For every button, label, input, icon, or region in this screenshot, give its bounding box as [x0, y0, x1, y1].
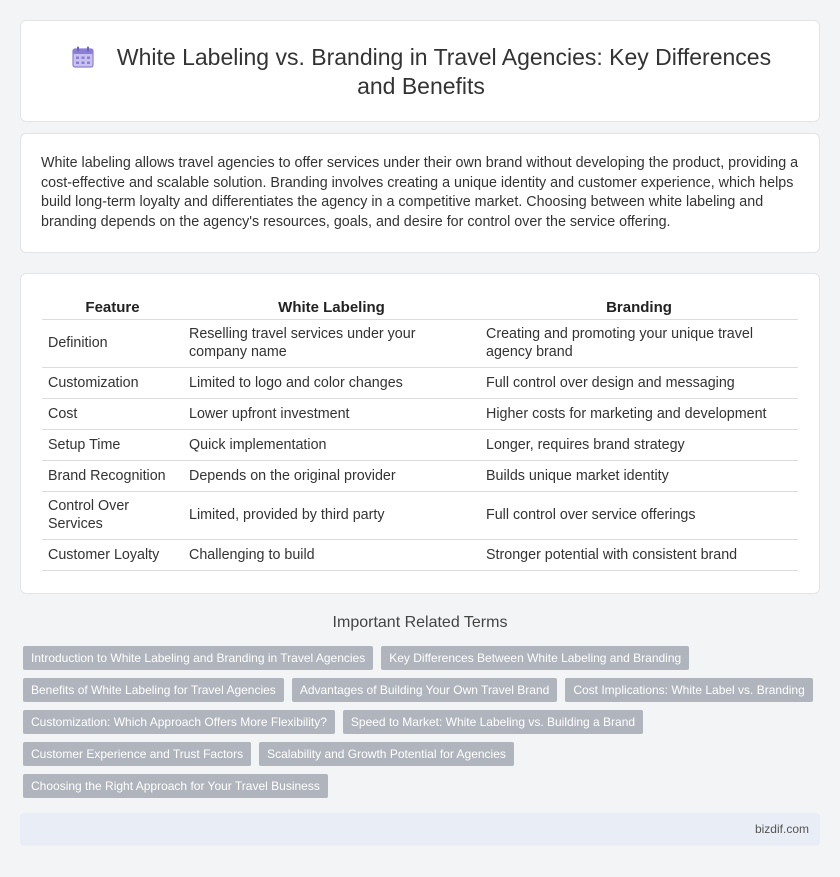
related-term-link[interactable]: Introduction to White Labeling and Branding in Travel Agencies	[23, 646, 373, 670]
related-term-link[interactable]: Advantages of Building Your Own Travel Brand	[292, 678, 558, 702]
table-cell: Higher costs for marketing and development	[480, 398, 798, 429]
related-term-link[interactable]: Cost Implications: White Label vs. Branding	[565, 678, 812, 702]
title-line-1: White Labeling vs. Branding in Travel Agencies: Key Differences	[116, 44, 772, 70]
table-cell: Brand Recognition	[42, 460, 183, 491]
table-cell: Customer Loyalty	[42, 539, 183, 570]
table-cell: Lower upfront investment	[183, 398, 480, 429]
table-row	[42, 539, 798, 570]
related-terms-list	[23, 646, 823, 806]
table-cell: Limited, provided by third party	[183, 491, 480, 539]
related-term-link[interactable]: Key Differences Between White Labeling and Branding	[381, 646, 689, 670]
table-cell: Reselling travel services under your company name	[183, 319, 480, 367]
table-cell: Cost	[42, 398, 183, 429]
related-term-link[interactable]: Customization: Which Approach Offers More Flexibility?	[23, 710, 335, 734]
table-cell: Full control over design and messaging	[480, 367, 798, 398]
table-cell: Setup Time	[42, 429, 183, 460]
related-term-link[interactable]: Customer Experience and Trust Factors	[23, 742, 251, 766]
table-cell: Creating and promoting your unique travel agency brand	[480, 319, 798, 367]
table-cell: Challenging to build	[183, 539, 480, 570]
related-term-link[interactable]: Choosing the Right Approach for Your Travel Business	[23, 774, 328, 798]
calendar-icon	[71, 46, 95, 68]
footer-site-link[interactable]: bizdif.com	[754, 822, 809, 836]
related-term-link[interactable]: Benefits of White Labeling for Travel Agencies	[23, 678, 284, 702]
comparison-table-card	[20, 273, 820, 594]
table-row	[42, 367, 798, 398]
header-white-labeling: White Labeling	[183, 297, 480, 319]
footer	[20, 813, 820, 846]
table-row	[42, 398, 798, 429]
comparison-table	[42, 297, 798, 571]
table-row	[42, 460, 798, 491]
summary-card	[20, 133, 820, 253]
table-cell: Quick implementation	[183, 429, 480, 460]
title-line-2: and Benefits	[357, 73, 485, 99]
table-row	[42, 491, 798, 539]
table-cell: Stronger potential with consistent brand	[480, 539, 798, 570]
header-feature: Feature	[42, 297, 183, 319]
table-row	[42, 429, 798, 460]
related-term-link[interactable]: Speed to Market: White Labeling vs. Building a Brand	[343, 710, 643, 734]
table-cell: Definition	[42, 319, 183, 367]
table-cell: Control Over Services	[42, 491, 183, 539]
table-cell: Longer, requires brand strategy	[480, 429, 798, 460]
table-cell: Limited to logo and color changes	[183, 367, 480, 398]
related-terms-title: Important Related Terms	[332, 614, 508, 631]
header-branding: Branding	[480, 297, 798, 319]
page-title	[21, 43, 821, 101]
related-term-link[interactable]: Scalability and Growth Potential for Agencies	[259, 742, 514, 766]
table-cell: Customization	[42, 367, 183, 398]
table-cell: Builds unique market identity	[480, 460, 798, 491]
header-card	[20, 20, 820, 122]
table-cell: Full control over service offerings	[480, 491, 798, 539]
table-cell: Depends on the original provider	[183, 460, 480, 491]
table-row	[42, 319, 798, 367]
summary-text: White labeling allows travel agencies to offer services under their own brand without developing the product, providing a cost-effective and scalable solution. Branding involves creating a unique identity and customer experience, which helps build long-term loyalty and differentiates the agency in a competitive market. Choosing between white labeling and branding depends on the agency's resources, goals, and desire for control over the service offering.	[41, 155, 799, 230]
table-header-row	[42, 297, 798, 319]
